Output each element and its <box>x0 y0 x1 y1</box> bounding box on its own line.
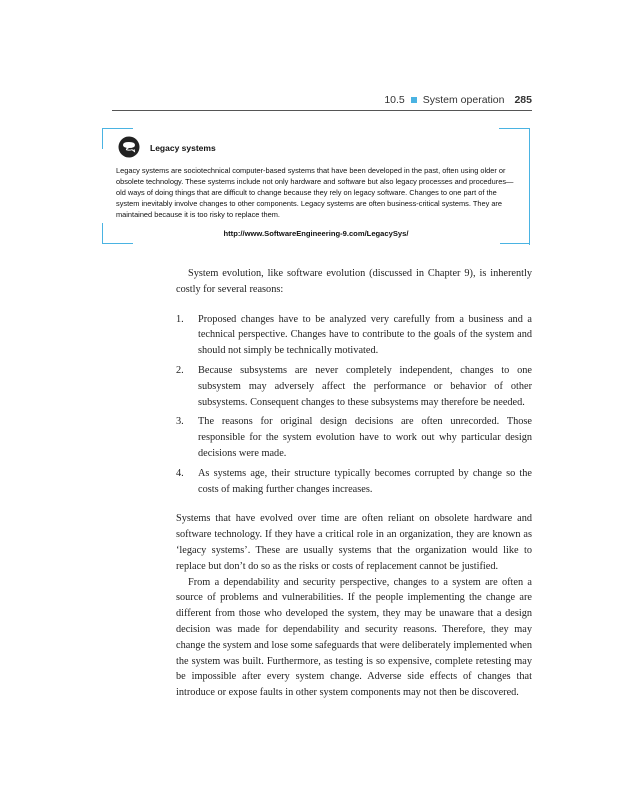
legacy-systems-sidebar <box>102 128 530 244</box>
sidebar-link[interactable]: http://www.SoftwareEngineering-9.com/LegacySys/ <box>223 229 409 238</box>
list-item <box>176 466 532 498</box>
square-bullet-icon <box>411 97 417 103</box>
running-header <box>112 94 532 106</box>
legacy-systems-paragraph: Systems that have evolved over time are often reliant on obsolete hardware and software technology. If they have a critical role in an organization, they are known as ‘legacy systems’. These are usually systems that the organization would like to replace but don’t do so as the risks or costs of replacement cannot be justified. <box>176 513 532 572</box>
dependability-paragraph: From a dependability and security perspective, changes to a system are often a source of problems and vulnerabilities. If the people implementing the change are different from those who developed the system, they may be unaware that a design decision was made for dependability and security reasons. Therefore, they may change the system and lose some safeguards that were deliberately implemented when the system was built. Furthermore, as testing is so expensive, complete retesting may be impossible after every system change. Adverse side effects of changes that introduce or expose faults in other system components may not then be discovered. <box>176 576 532 699</box>
discussion-icon <box>118 136 140 158</box>
section-number: 10.5 <box>384 94 405 106</box>
main-text <box>176 266 532 701</box>
reasons-list <box>176 312 532 498</box>
list-item <box>176 363 532 410</box>
list-item-text: The reasons for original design decisions are often unrecorded. Those responsible for the system evolution have to work out why particular design decisions were made. <box>198 416 532 459</box>
list-number: 4. <box>176 467 184 479</box>
box-corner-bottom-right <box>500 243 530 244</box>
header-rule <box>112 110 532 111</box>
list-number: 2. <box>176 364 184 376</box>
list-item-text: Because subsystems are never completely independent, changes to one subsystem may adversely affect the performance or behavior of other subsystems. Consequent changes to these subsystems may therefore be needed. <box>198 364 532 408</box>
list-number: 3. <box>176 416 184 428</box>
page-number: 285 <box>514 94 532 106</box>
list-item <box>176 414 532 461</box>
sidebar-title: Legacy systems <box>150 143 216 153</box>
list-item-text: Proposed changes have to be analyzed very carefully from a business and a technical perspective. Changes have to contribute to the goals of the system and should not simply be technically motivated. <box>198 313 532 357</box>
intro-paragraph: System evolution, like software evolution (discussed in Chapter 9), is inherently costly for several reasons: <box>176 268 532 295</box>
sidebar-body: Legacy systems are sociotechnical computer-based systems that have been developed in the past, often using older or obsolete technology. These systems include not only hardware and software but also legacy processes and procedures—old ways of doing things that are difficult to change because they rely on legacy software. Changes to one part of the system inevitably involve changes to other components. Legacy systems are often business-critical systems. They are maintained because it is too risky to replace them. <box>116 166 514 219</box>
list-item <box>176 312 532 359</box>
section-title: System operation <box>422 94 505 106</box>
list-number: 1. <box>176 313 184 325</box>
list-item-text: As systems age, their structure typically becomes corrupted by change so the costs of making further changes increases. <box>198 467 532 495</box>
